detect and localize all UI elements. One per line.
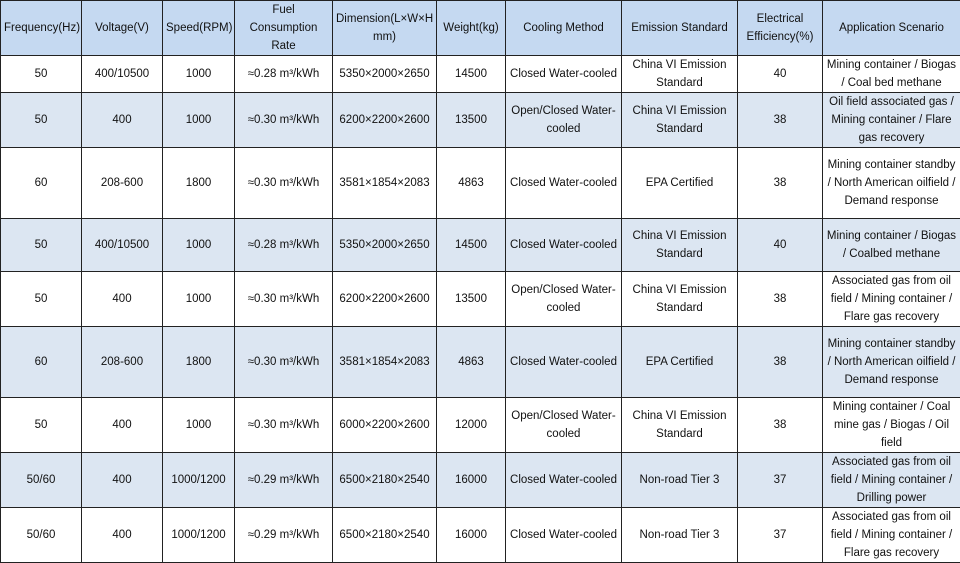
cell-cooling-method: Open/Closed Water-cooled [506,93,622,148]
cell-speed: 1000 [163,93,235,148]
header-frequency: Frequency(Hz) [1,1,82,56]
cell-weight: 13500 [437,272,506,327]
cell-fuel-consumption: ≈0.30 m³/kWh [235,327,333,398]
cell-frequency: 50/60 [1,453,82,508]
cell-emission-standard: Non-road Tier 3 [622,453,738,508]
cell-electrical-efficiency: 38 [738,398,823,453]
cell-fuel-consumption: ≈0.30 m³/kWh [235,148,333,219]
header-row [1,1,960,56]
header-voltage: Voltage(V) [82,1,163,56]
header-speed: Speed(RPM) [163,1,235,56]
table-row [1,398,960,453]
header-fuel-consumption: Fuel Consumption Rate [235,1,333,56]
cell-dimension: 6500×2180×2540 [333,508,437,563]
cell-application-scenario: Mining container standby / North American oilfield / Demand response [823,148,960,219]
cell-dimension: 3581×1854×2083 [333,148,437,219]
cell-application-scenario: Associated gas from oil field / Mining container / Flare gas recovery [823,272,960,327]
cell-dimension: 6200×2200×2600 [333,272,437,327]
cell-application-scenario: Mining container / Coal mine gas / Biogas / Oil field [823,398,960,453]
cell-electrical-efficiency: 38 [738,93,823,148]
cell-fuel-consumption: ≈0.29 m³/kWh [235,508,333,563]
cell-weight: 16000 [437,453,506,508]
header-application-scenario: Application Scenario [823,1,960,56]
cell-emission-standard: EPA Certified [622,148,738,219]
cell-frequency: 50 [1,219,82,272]
cell-fuel-consumption: ≈0.29 m³/kWh [235,453,333,508]
header-emission-standard: Emission Standard [622,1,738,56]
header-weight: Weight(kg) [437,1,506,56]
cell-application-scenario: Mining container standby / North American oilfield / Demand response [823,327,960,398]
cell-frequency: 60 [1,327,82,398]
cell-frequency: 50 [1,56,82,93]
cell-frequency: 50 [1,93,82,148]
cell-electrical-efficiency: 37 [738,453,823,508]
cell-emission-standard: China VI Emission Standard [622,272,738,327]
cell-weight: 4863 [437,148,506,219]
cell-emission-standard: China VI Emission Standard [622,56,738,93]
cell-electrical-efficiency: 38 [738,272,823,327]
cell-application-scenario: Associated gas from oil field / Mining container / Drilling power [823,453,960,508]
header-cooling-method: Cooling Method [506,1,622,56]
cell-electrical-efficiency: 37 [738,508,823,563]
cell-weight: 14500 [437,56,506,93]
cell-dimension: 5350×2000×2650 [333,56,437,93]
cell-voltage: 208-600 [82,327,163,398]
cell-fuel-consumption: ≈0.30 m³/kWh [235,272,333,327]
cell-dimension: 5350×2000×2650 [333,219,437,272]
cell-voltage: 208-600 [82,148,163,219]
cell-frequency: 50 [1,272,82,327]
cell-emission-standard: China VI Emission Standard [622,93,738,148]
cell-dimension: 3581×1854×2083 [333,327,437,398]
cell-voltage: 400/10500 [82,56,163,93]
cell-electrical-efficiency: 38 [738,327,823,398]
table-row [1,327,960,398]
cell-voltage: 400 [82,272,163,327]
cell-speed: 1000/1200 [163,508,235,563]
cell-application-scenario: Associated gas from oil field / Mining container / Flare gas recovery [823,508,960,563]
cell-application-scenario: Mining container / Biogas / Coal bed methane [823,56,960,93]
cell-weight: 4863 [437,327,506,398]
cell-emission-standard: China VI Emission Standard [622,219,738,272]
cell-cooling-method: Closed Water-cooled [506,508,622,563]
cell-speed: 1000 [163,219,235,272]
table-row [1,148,960,219]
table-row [1,56,960,93]
cell-voltage: 400 [82,93,163,148]
cell-weight: 12000 [437,398,506,453]
cell-speed: 1800 [163,148,235,219]
cell-weight: 16000 [437,508,506,563]
table-row [1,508,960,563]
cell-cooling-method: Closed Water-cooled [506,56,622,93]
cell-application-scenario: Oil field associated gas / Mining container / Flare gas recovery [823,93,960,148]
cell-frequency: 50/60 [1,508,82,563]
cell-speed: 1000 [163,398,235,453]
cell-cooling-method: Closed Water-cooled [506,219,622,272]
header-electrical-efficiency: Electrical Efficiency(%) [738,1,823,56]
cell-fuel-consumption: ≈0.28 m³/kWh [235,219,333,272]
cell-application-scenario: Mining container / Biogas / Coalbed methane [823,219,960,272]
cell-emission-standard: Non-road Tier 3 [622,508,738,563]
cell-frequency: 50 [1,398,82,453]
cell-dimension: 6200×2200×2600 [333,93,437,148]
table-row [1,93,960,148]
table-body [1,56,960,563]
cell-fuel-consumption: ≈0.28 m³/kWh [235,56,333,93]
table-row [1,272,960,327]
cell-weight: 14500 [437,219,506,272]
cell-voltage: 400 [82,398,163,453]
cell-emission-standard: China VI Emission Standard [622,398,738,453]
cell-electrical-efficiency: 38 [738,148,823,219]
cell-weight: 13500 [437,93,506,148]
cell-voltage: 400 [82,508,163,563]
cell-speed: 1000 [163,272,235,327]
cell-electrical-efficiency: 40 [738,219,823,272]
cell-speed: 1800 [163,327,235,398]
cell-electrical-efficiency: 40 [738,56,823,93]
table-row [1,219,960,272]
cell-emission-standard: EPA Certified [622,327,738,398]
cell-cooling-method: Closed Water-cooled [506,327,622,398]
cell-dimension: 6000×2200×2600 [333,398,437,453]
table-row [1,453,960,508]
cell-frequency: 60 [1,148,82,219]
cell-cooling-method: Open/Closed Water-cooled [506,272,622,327]
cell-cooling-method: Closed Water-cooled [506,148,622,219]
cell-speed: 1000/1200 [163,453,235,508]
cell-cooling-method: Closed Water-cooled [506,453,622,508]
cell-voltage: 400 [82,453,163,508]
cell-speed: 1000 [163,56,235,93]
cell-dimension: 6500×2180×2540 [333,453,437,508]
cell-voltage: 400/10500 [82,219,163,272]
cell-fuel-consumption: ≈0.30 m³/kWh [235,398,333,453]
header-dimension: Dimension(L×W×H mm) [333,1,437,56]
cell-fuel-consumption: ≈0.30 m³/kWh [235,93,333,148]
cell-cooling-method: Open/Closed Water-cooled [506,398,622,453]
